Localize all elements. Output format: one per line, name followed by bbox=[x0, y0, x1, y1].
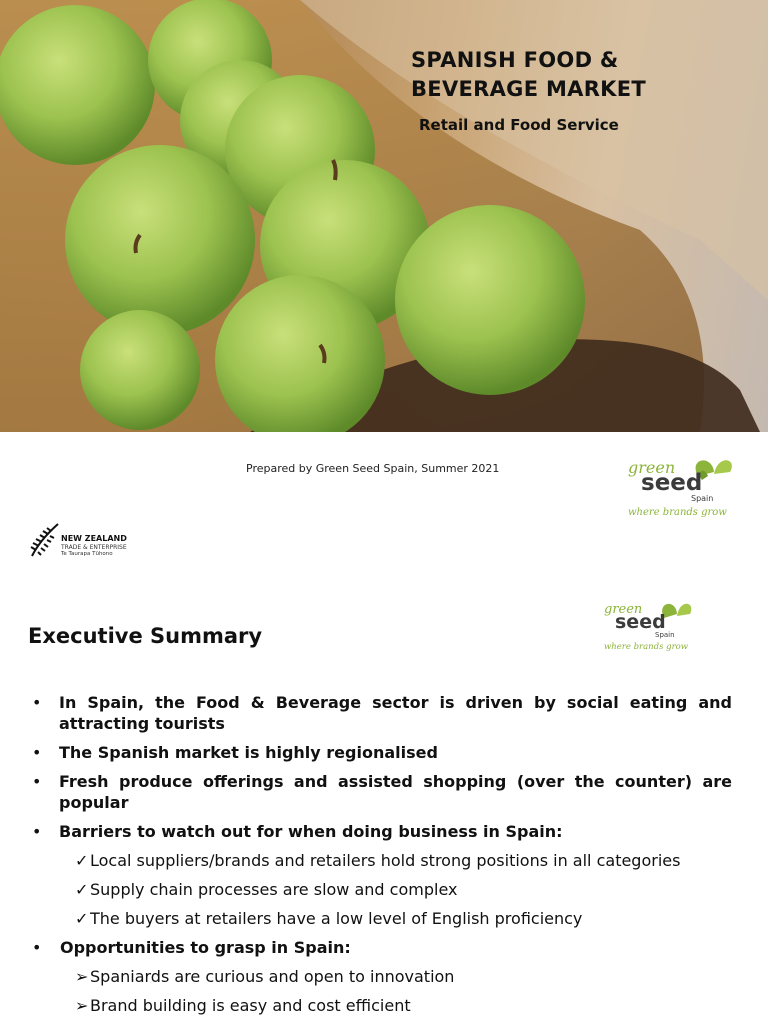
greenseed-logo-small bbox=[604, 598, 696, 658]
sub-list-item bbox=[30, 908, 732, 929]
arrow-icon: ➢ bbox=[75, 967, 89, 986]
sub-list-item bbox=[30, 966, 732, 987]
list-item bbox=[30, 821, 732, 842]
prepared-by-text: Prepared by Green Seed Spain, Summer 2021 bbox=[246, 462, 500, 475]
bullet-marker: • bbox=[32, 822, 42, 841]
logo-green-word: green bbox=[604, 602, 643, 617]
list-item-text: Local suppliers/brands and retailers hold strong positions in all categories bbox=[90, 851, 681, 870]
check-icon: ✓ bbox=[75, 851, 89, 870]
executive-summary-title: Executive Summary bbox=[28, 624, 263, 648]
list-item-text: Brand building is easy and cost efficient bbox=[90, 996, 411, 1015]
list-item-text: Fresh produce offerings and assisted shopping (over the counter) are popular bbox=[59, 772, 732, 812]
bullet-marker: • bbox=[32, 772, 42, 791]
list-item-text: The buyers at retailers have a low level of English proficiency bbox=[90, 909, 583, 928]
cover-photo bbox=[0, 0, 768, 432]
nzte-line-2: TRADE & ENTERPRISE bbox=[61, 544, 127, 551]
check-icon: ✓ bbox=[75, 880, 89, 899]
bullet-marker: • bbox=[32, 743, 42, 762]
logo-spain-word: Spain bbox=[691, 494, 714, 503]
nzte-line-1: NEW ZEALAND bbox=[61, 534, 127, 543]
list-item-text: Spaniards are curious and open to innovation bbox=[90, 967, 455, 986]
check-icon: ✓ bbox=[75, 909, 89, 928]
logo-seed-word: seed bbox=[641, 470, 703, 496]
logo-tagline: where brands grow bbox=[628, 507, 727, 518]
summary-bullet-list bbox=[30, 692, 732, 1024]
arrow-icon: ➢ bbox=[75, 996, 89, 1015]
greenseed-logo bbox=[628, 454, 738, 526]
bullet-marker: • bbox=[32, 693, 42, 712]
cover-title: SPANISH FOOD & BEVERAGE MARKET bbox=[411, 48, 647, 101]
list-item bbox=[30, 692, 732, 734]
list-item-text: In Spain, the Food & Beverage sector is driven by social eating and attracting tourists bbox=[59, 693, 732, 733]
silver-fern-icon bbox=[30, 522, 60, 558]
sub-list-item bbox=[30, 879, 732, 900]
cover-subtitle: Retail and Food Service bbox=[419, 116, 619, 134]
nzte-logo bbox=[30, 522, 140, 562]
list-item-text: The Spanish market is highly regionalised bbox=[59, 743, 438, 762]
list-item-text: Barriers to watch out for when doing business in Spain: bbox=[59, 822, 563, 841]
logo-spain-word: Spain bbox=[655, 631, 675, 639]
list-item bbox=[30, 771, 732, 813]
nzte-line-3: Te Taurapa Tūhono bbox=[61, 551, 113, 557]
list-item bbox=[30, 742, 732, 763]
sub-list-item bbox=[30, 850, 732, 871]
sub-list-item bbox=[30, 995, 732, 1016]
list-item bbox=[30, 937, 732, 958]
logo-tagline: where brands grow bbox=[604, 642, 689, 652]
list-item-text: Opportunities to grasp in Spain: bbox=[60, 938, 351, 957]
logo-seed-word: seed bbox=[615, 611, 666, 633]
list-item-text: Supply chain processes are slow and complex bbox=[90, 880, 458, 899]
bullet-marker: • bbox=[32, 938, 42, 957]
logo-green-word: green bbox=[628, 458, 676, 477]
